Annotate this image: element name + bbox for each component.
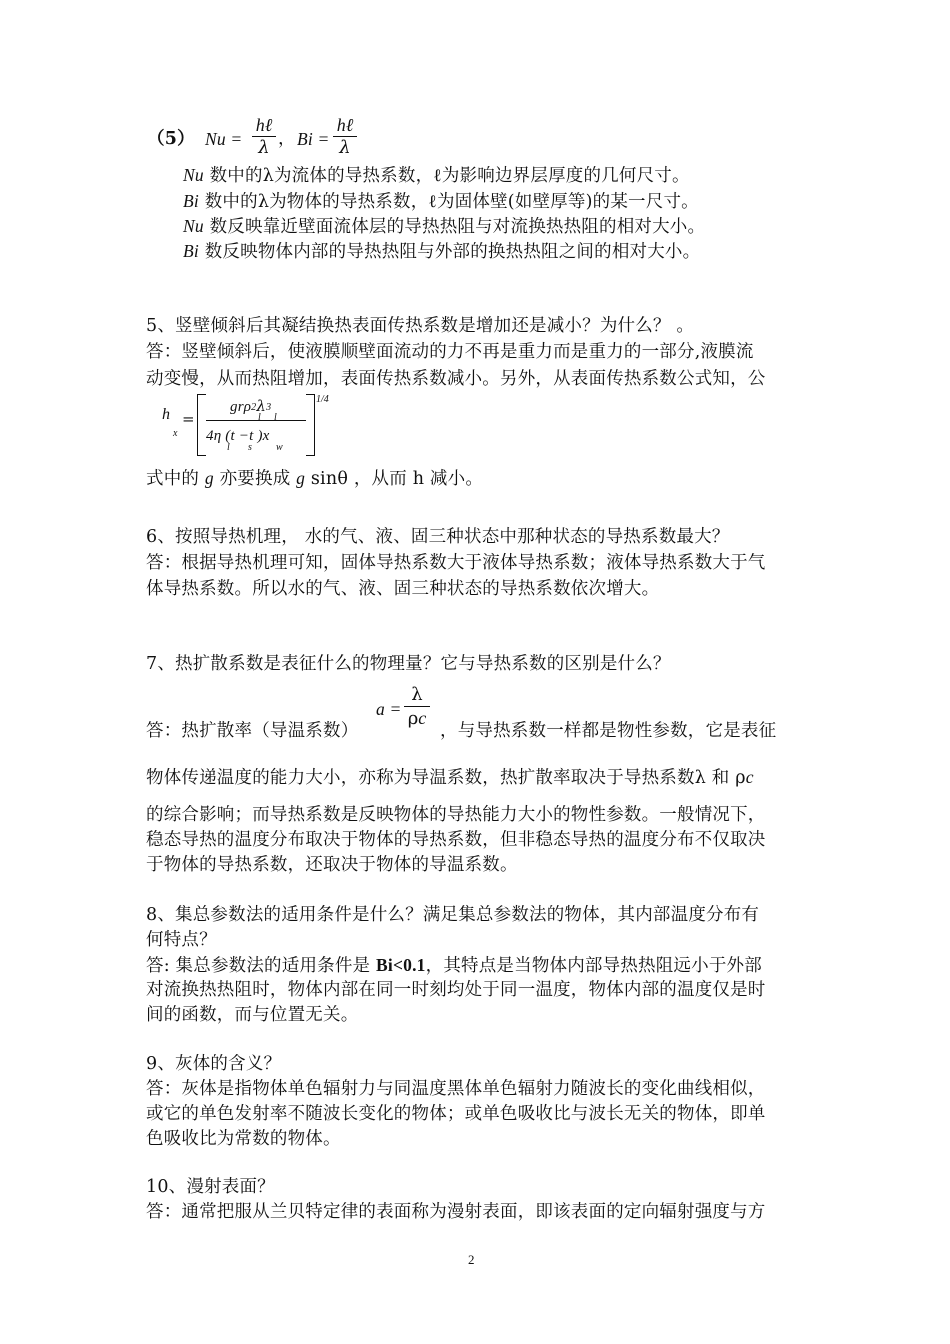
- nu-denominator: λ: [258, 137, 270, 158]
- document-page: （5） Nu = hℓ λ ， Bi = hℓ λ Nu 数中的λ为流体的导热系数，ℓ为影响边界层厚度的几何尺寸。 Bi 数中的λ为物体的导热系数，ℓ为固体壁(如壁厚等)的某一尺寸。 Nu 数反映靠近壁面流体层的导热热阻与对流换热热阻的相对大小。 Bi 数反映物体内部的导热热阻与外部的换热热阻之间的相对大小。 5、竖壁倾斜后其凝结换热表面传热系数是增加还是减小？为什么？ 。 答：竖壁倾斜后，使液膜顺壁面流动的力不再是重力而是重力的一部分,液膜流 动变慢，从而热阻增加，表面传热系数减小。另外，从表面传热系数公式知，公 h x = grρ2λ3 l l 4η (t −t )x l s w 1/4 式中的 g 亦要换成 g sinθ ，从而 h 减小。 6、按照导热机理， 水的气、液、固三种状态中那种状态的导热系数最大？ 答：根据导热机理可知，固体导热系数大于液体导热系数；液体导热系数大于气 体导热系数。所以水的气、液、固三种状态的导热系数依次增大。 7、热扩散系数是表征什么的物理量？它与导热系数的区别是什么？ a = λ ρc 答：热扩散率（导温系数） ，与导热系数一样都是物性参数，它是表征 物体传递温度的能力大小，亦称为导温系数，热扩散率取决于导热系数λ 和 ρc 的综合影响；而导热系数是反映物体的导热能力大小的物性参数。一般情况下， 稳态导热的温度分布取决于物体的导热系数，但非稳态导热的温度分布不仅取决 于物体的导热系数，还取决于物体的导温系数。 8、集总参数法的适用条件是什么？满足集总参数法的物体，其内部温度分布有 何特点？ 答: 集总参数法的适用条件是 Bi<0.1，其特点是当物体内部导热热阻远小于外部 对流换热热阻时，物体内部在同一时刻均处于同一温度，物体内部的温度仅是时 间的函数，而与位置无关。 9、灰体的含义？ 答：灰体是指物体单色辐射力与同温度黑体单色辐射力随波长的变化曲线相似， 或它的单色发射率不随波长变化的物体；或单色吸收比与波长无关的物体，即单 色吸收比为常数的物体。 10、漫射表面？ 答：通常把服从兰贝特定律的表面称为漫射表面，即该表面的定向辐射强度与方 2: [146, 115, 777, 1267]
- formula-comma: ，: [278, 129, 296, 149]
- nu-lhs: Nu =: [205, 129, 243, 149]
- item5-line-1: Nu 数中的λ为流体的导热系数，ℓ为影响边界层厚度的几何尺寸。: [183, 165, 690, 186]
- q7-answer-line-4: 稳态导热的温度分布取决于物体的导热系数，但非稳态导热的温度分布不仅取决: [146, 830, 766, 850]
- bi-fraction: [333, 114, 357, 159]
- q8-answer-line-2: 对流换热热阻时，物体内部在同一时刻均处于同一温度，物体内部的温度仅是时: [146, 980, 766, 1000]
- item5-label: （5）: [147, 129, 195, 149]
- q7-answer-pre: 答：热扩散率（导温系数）: [146, 721, 359, 741]
- q10-question: 10、漫射表面？: [146, 1177, 275, 1197]
- nu-numerator: hℓ: [255, 115, 273, 135]
- q5-answer-line-1: 答：竖壁倾斜后，使液膜顺壁面流动的力不再是重力而是重力的一部分,液膜流: [146, 342, 754, 362]
- q6-question: 6、按照导热机理， 水的气、液、固三种状态中那种状态的导热系数最大？: [146, 527, 730, 547]
- item5-line-4: Bi 数反映物体内部的导热热阻与外部的换热热阻之间的相对大小。: [183, 241, 701, 262]
- q7-answer-post: ，与导热系数一样都是物性参数，它是表征: [440, 721, 777, 741]
- q6-answer-line-1: 答：根据导热机理可知，固体导热系数大于液体导热系数；液体导热系数大于气: [146, 553, 766, 573]
- q7-answer-line-2: 物体传递温度的能力大小，亦称为导温系数，热扩散率取决于导热系数λ 和 ρc: [146, 767, 754, 788]
- nu-fraction: [252, 114, 276, 159]
- q9-answer-line-2: 或它的单色发射率不随波长变化的物体；或单色吸收比与波长无关的物体，即单: [146, 1104, 766, 1124]
- bi-denominator: λ: [339, 137, 351, 158]
- q8-question-line-2: 何特点？: [146, 930, 217, 950]
- q9-question: 9、灰体的含义？: [146, 1054, 282, 1074]
- q7-answer-line-5: 于物体的导热系数，还取决于物体的导温系数。: [146, 855, 518, 875]
- q5-fraction-bar: [206, 420, 306, 421]
- q5-question: 5、竖壁倾斜后其凝结换热表面传热系数是增加还是减小？为什么？ 。: [146, 316, 695, 336]
- q8-answer-line-3: 间的函数，而与位置无关。: [146, 1005, 359, 1025]
- bi-numerator: hℓ: [336, 115, 354, 135]
- q8-answer-line-1: 答: 集总参数法的适用条件是 Bi<0.1，其特点是当物体内部导热热阻远小于外部: [146, 955, 762, 976]
- q8-question-line-1: 8、集总参数法的适用条件是什么？满足集总参数法的物体，其内部温度分布有: [146, 905, 760, 925]
- item5-line-2: Bi 数中的λ为物体的导热系数，ℓ为固体壁(如壁厚等)的某一尺寸。: [183, 191, 699, 212]
- page-number: 2: [468, 1252, 475, 1267]
- q10-answer-line-1: 答：通常把服从兰贝特定律的表面称为漫射表面，即该表面的定向辐射强度与方: [146, 1202, 766, 1222]
- item5-line-3: Nu 数反映靠近壁面流体层的导热热阻与对流换热热阻的相对大小。: [183, 216, 706, 237]
- q5-answer-tail: 式中的 g 亦要换成 g sinθ ，从而 h 减小。: [146, 468, 484, 489]
- q7-question: 7、热扩散系数是表征什么的物理量？它与导热系数的区别是什么？: [146, 654, 671, 674]
- q7-answer-line-3: 的综合影响；而导热系数是反映物体的导热能力大小的物性参数。一般情况下，: [146, 805, 766, 825]
- q9-answer-line-1: 答：灰体是指物体单色辐射力与同温度黑体单色辐射力随波长的变化曲线相似，: [146, 1079, 766, 1099]
- q9-answer-line-3: 色吸收比为常数的物体。: [146, 1129, 341, 1149]
- bi-lhs: Bi =: [297, 129, 330, 149]
- q6-answer-line-2: 体导热系数。所以水的气、液、固三种状态的导热系数依次增大。: [146, 579, 660, 599]
- q5-answer-line-2: 动变慢，从而热阻增加，表面传热系数减小。另外，从表面传热系数公式知，公: [146, 369, 766, 389]
